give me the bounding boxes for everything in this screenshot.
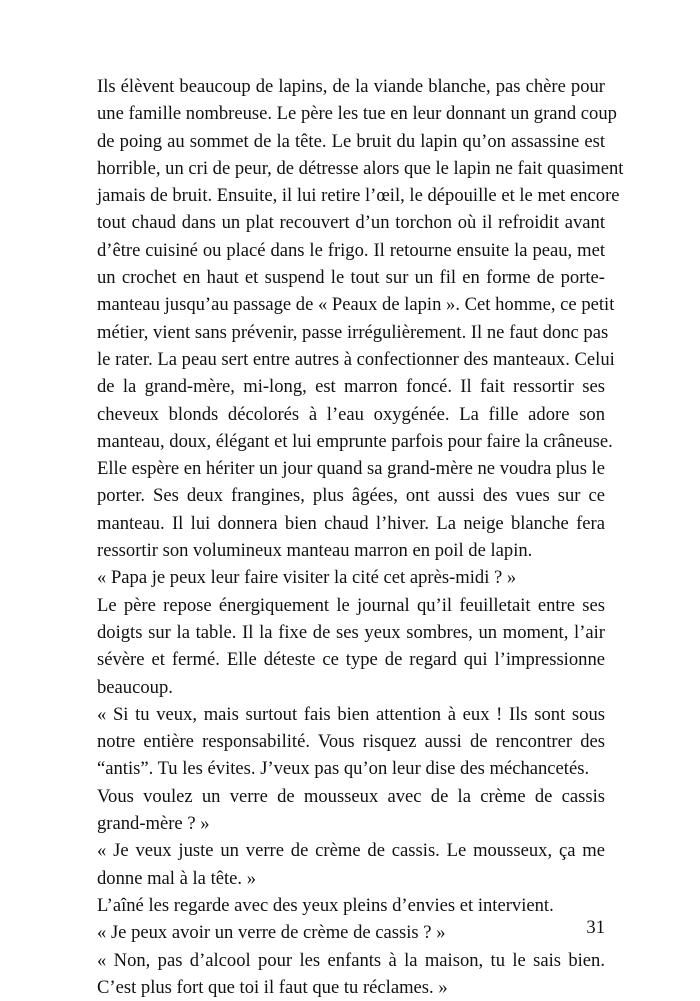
paragraph [97, 837, 605, 892]
text-line: « Non, pas d’alcool pour les enfants à la maison, tu le sais bien. [97, 947, 605, 974]
text-line: de poing au sommet de la tête. Le bruit du lapin qu’on assassine est [97, 128, 605, 155]
paragraph [97, 892, 605, 919]
paragraph [97, 947, 605, 1001]
paragraph [97, 564, 605, 591]
text-line: Vous voulez un verre de mousseux avec de la crème de cassis [97, 783, 605, 810]
text-line: “antis”. Tu les évites. J’veux pas qu’on leur dise des méchancetés. [97, 755, 605, 782]
text-line: Elle espère en hériter un jour quand sa grand-mère ne voudra plus le [97, 455, 605, 482]
text-line: manteau. Il lui donnera bien chaud l’hiver. La neige blanche fera [97, 510, 605, 537]
text-line: L’aîné les regarde avec des yeux pleins d’envies et intervient. [97, 892, 605, 919]
text-line: « Si tu veux, mais surtout fais bien attention à eux ! Ils sont sous [97, 701, 605, 728]
page-number: 31 [580, 917, 605, 939]
text-line: notre entière responsabilité. Vous risquez aussi de rencontrer des [97, 728, 605, 755]
paragraph [97, 919, 605, 946]
text-line: beaucoup. [97, 674, 605, 701]
text-line: une famille nombreuse. Le père les tue en leur donnant un grand coup [97, 100, 605, 127]
text-line: doigts sur la table. Il la fixe de ses yeux sombres, un moment, l’air [97, 619, 605, 646]
text-line: Ils élèvent beaucoup de lapins, de la viande blanche, pas chère pour [97, 73, 605, 100]
text-line: cheveux blonds décolorés à l’eau oxygénée. La fille adore son [97, 401, 605, 428]
text-line: Le père repose énergiquement le journal qu’il feuilletait entre ses [97, 592, 605, 619]
text-line: tout chaud dans un plat recouvert d’un torchon où il refroidit avant [97, 209, 605, 236]
text-line: grand-mère ? » [97, 810, 605, 837]
text-line: manteau jusqu’au passage de « Peaux de lapin ». Cet homme, ce petit [97, 291, 605, 318]
text-line: « Je veux juste un verre de crème de cassis. Le mousseux, ça me [97, 837, 605, 864]
text-line: sévère et fermé. Elle déteste ce type de regard qui l’impressionne [97, 646, 605, 673]
text-line: donne mal à la tête. » [97, 865, 605, 892]
text-line: métier, vient sans prévenir, passe irrégulièrement. Il ne faut donc pas [97, 319, 605, 346]
text-line: « Je peux avoir un verre de crème de cassis ? » [97, 919, 605, 946]
text-line: manteau, doux, élégant et lui emprunte parfois pour faire la crâneuse. [97, 428, 605, 455]
text-line: de la grand-mère, mi-long, est marron foncé. Il fait ressortir ses [97, 373, 605, 400]
body-text [97, 73, 605, 1001]
text-line: « Papa je peux leur faire visiter la cité cet après-midi ? » [97, 564, 605, 591]
text-line: jamais de bruit. Ensuite, il lui retire l’œil, le dépouille et le met encore [97, 182, 605, 209]
paragraph [97, 73, 605, 564]
text-line: C’est plus fort que toi il faut que tu réclames. » [97, 974, 605, 1001]
text-line: horrible, un cri de peur, de détresse alors que le lapin ne fait quasiment [97, 155, 605, 182]
text-line: d’être cuisiné ou placé dans le frigo. Il retourne ensuite la peau, met [97, 237, 605, 264]
text-line: le rater. La peau sert entre autres à confectionner des manteaux. Celui [97, 346, 605, 373]
paragraph [97, 783, 605, 838]
text-line: ressortir son volumineux manteau marron en poil de lapin. [97, 537, 605, 564]
text-line: porter. Ses deux frangines, plus âgées, ont aussi des vues sur ce [97, 482, 605, 509]
paragraph [97, 592, 605, 701]
text-line: un crochet en haut et suspend le tout sur un fil en forme de porte- [97, 264, 605, 291]
paragraph [97, 701, 605, 783]
